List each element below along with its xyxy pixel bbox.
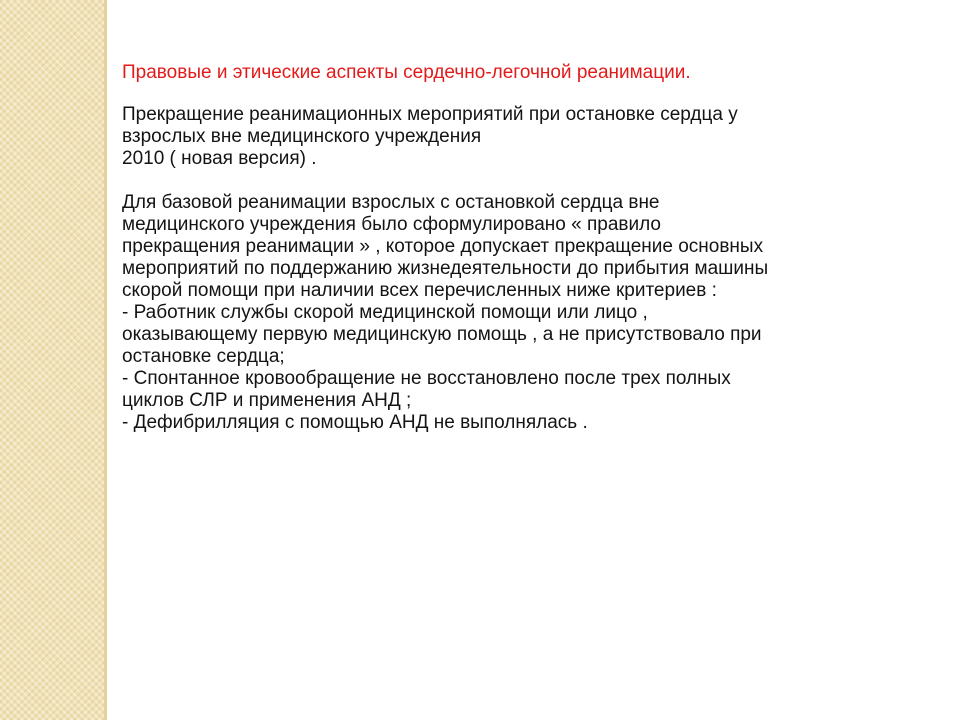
criteria-item: оказывающему первую медицинскую помощь , а не присутствовало при: [122, 324, 762, 345]
subtitle-line: взрослых вне медицинского учреждения: [122, 126, 482, 147]
body-line: скорой помощи при наличии всех перечисленных ниже критериев :: [122, 280, 717, 301]
body-line: мероприятий по поддержанию жизнедеятельности до прибытия машины: [122, 258, 769, 279]
criteria-item: - Спонтанное кровообращение не восстановлено после трех полных: [122, 368, 731, 389]
side-strip-edge: [104, 0, 107, 720]
decorative-side-strip: [0, 0, 104, 720]
criteria-item: остановке сердца;: [122, 346, 285, 367]
subtitle-line: 2010 ( новая версия) .: [122, 148, 317, 169]
subtitle-line: Прекращение реанимационных мероприятий при остановке сердца у: [122, 104, 738, 125]
body-line: Для базовой реанимации взрослых с остановкой сердца вне: [122, 192, 660, 213]
criteria-item: - Работник службы скорой медицинской помощи или лицо ,: [122, 302, 648, 323]
slide-body: [122, 104, 942, 434]
body-line: прекращения реанимации » , которое допускает прекращение основных: [122, 236, 764, 257]
criteria-item: - Дефибрилляция с помощью АНД не выполнялась .: [122, 412, 588, 433]
body-line: медицинского учреждения было сформулировано « правило: [122, 214, 661, 235]
slide-title: Правовые и этические аспекты сердечно-легочной реанимации.: [122, 62, 691, 83]
paragraph-gap: [122, 170, 942, 192]
criteria-item: циклов СЛР и применения АНД ;: [122, 390, 412, 411]
